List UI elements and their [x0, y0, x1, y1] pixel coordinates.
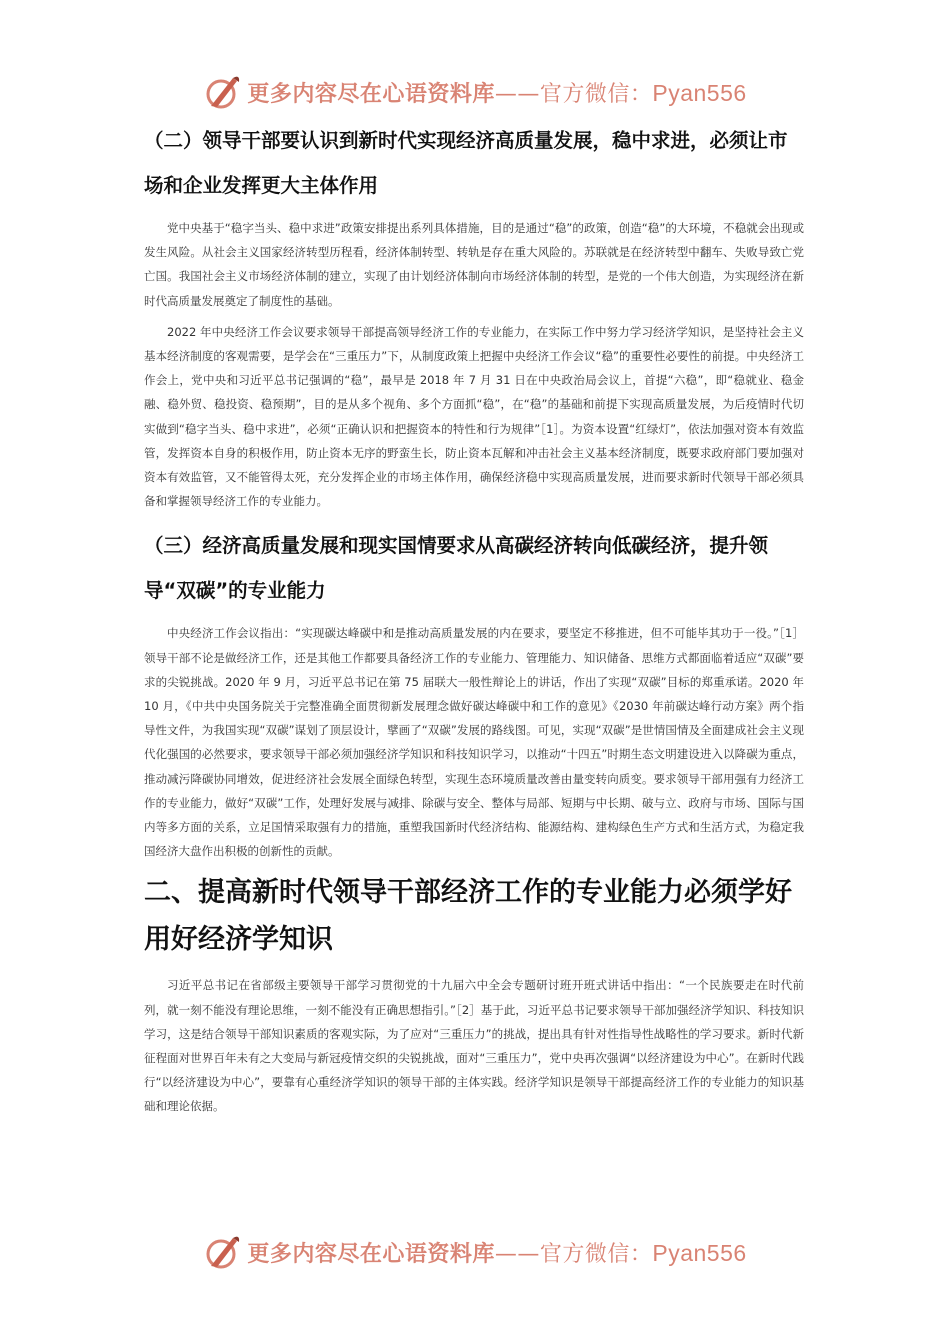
section-heading: （三）经济高质量发展和现实国情要求从高碳经济转向低碳经济，提升领导“双碳”的专业能力	[144, 534, 769, 603]
section-heading: （二）领导干部要认识到新时代实现经济高质量发展，稳中求进，必须让市场和企业发挥更大主体作用	[144, 129, 788, 197]
chapter-heading: 二、提高新时代领导干部经济工作的专业能力必须学好用好经济学知识	[144, 877, 792, 956]
watermark-text	[247, 1237, 746, 1268]
watermark-wechat-id: Pyan556	[652, 1239, 747, 1266]
watermark-text	[247, 77, 746, 108]
watermark-dash: ——	[494, 1241, 540, 1267]
paragraph: 2022 年中央经济工作会议要求领导干部提高领导经济工作的专业能力，在实际工作中努力学习经济学知识，是坚持社会主义基本经济制度的客观需要，是学会在“三重压力”下，从制度政策上把握中央经济工作会议“稳”的重要性必要性的前提。中央经济工作会上，党中央和习近平总书记强调的“稳”，最早是 2018 年 7 月 31 日在中央政治局会议上，首提“六稳”，即“稳就业、稳金融、稳外贸、稳投资、稳预期”，目的是从多个视角、多个方面抓“稳”，在“稳”的基础和前提下实现高质量发展，为后疫情时代切实做到“稳字当头、稳中求进”，必须“正确认识和把握资本的特性和行为规律”［1］。为资本设置“红绿灯”，依法加强对资本有效监管，发挥资本自身的积极作用，防止资本无序的野蛮生长，防止资本瓦解和冲击社会主义基本经济制度，既要求政府部门要加强对资本有效监管，又不能管得太死，充分发挥企业的市场主体作用，确保经济稳中实现高质量发展，进而要求新时代领导干部必须具备和掌握领导经济工作的专业能力。	[144, 324, 804, 509]
paragraph: 中央经济工作会议指出：“实现碳达峰碳中和是推动高质量发展的内在要求，要坚定不移推进，但不可能毕其功于一役。”［1］领导干部不论是做经济工作，还是其他工作都要具备经济工作的专业能力、管理能力、知识储备、思维方式都面临着适应“双碳”要求的尖锐挑战。2020 年 9 月，习近平总书记在第 75 届联大一般性辩论上的讲话，作出了实现“双碳”目标的郑重承诺。2020 年 10 月，《中共中央国务院关于完整准确全面贯彻新发展理念做好碳达峰碳中和工作的意见》《2030 年前碳达峰行动方案》两个指导性文件，为我国实现“双碳”谋划了顶层设计，擘画了“双碳”发展的路线图。可见，实现“双碳”是世情国情及全面建成社会主义现代化强国的必然要求，要求领导干部必须加强经济学知识和科技知识学习，以推动“十四五”时期生态文明建设进入以降碳为重点，推动减污降碳协同增效，促进经济社会发展全面绿色转型，实现生态环境质量改善由量变转向质变。要求领导干部用强有力经济工作的专业能力，做好“双碳”工作，处理好发展与减排、除碳与安全、整体与局部、短期与中长期、破与立、政府与市场、国际与国内等多方面的关系，立足国情采取强有力的措施，重塑我国新时代经济结构、能源结构、建构绿色生产方式和生活方式，为稳定我国经济大盘作出积极的创新性的贡献。	[144, 626, 804, 859]
document-body	[144, 118, 804, 1119]
paragraph: 党中央基于“稳字当头、稳中求进”政策安排提出系列具体措施，目的是通过“稳”的政策，创造“稳”的大环境，不稳就会出现或发生风险。从社会主义国家经济转型历程看，经济体制转型、转轨是存在重大风险的。苏联就是在经济转型中翻车、失败导致亡党亡国。我国社会主义市场经济体制的建立，实现了由计划经济体制向市场经济体制的转型，是党的一个伟大创造，为实现经济在新时代高质量发展奠定了制度性的基础。	[144, 221, 804, 308]
chapter-2	[144, 869, 804, 1118]
watermark-banner-top	[0, 70, 950, 114]
watermark-banner-bottom	[0, 1230, 950, 1274]
quill-logo-icon	[203, 1232, 243, 1272]
watermark-cn: 更多内容尽在心语资料库	[247, 1240, 495, 1267]
section-3	[144, 523, 804, 863]
quill-logo-icon	[203, 72, 243, 112]
watermark-dash: ——	[494, 81, 540, 107]
section-2	[144, 118, 804, 513]
paragraph: 习近平总书记在省部级主要领导干部学习贯彻党的十九届六中全会专题研讨班开班式讲话中指出：“一个民族要走在时代前列，就一刻不能没有理论思维，一刻不能没有正确思想指引。”［2］基于此，习近平总书记要求领导干部加强经济学知识、科技知识学习，这是结合领导干部知识素质的客观实际，为了应对“三重压力”的挑战，提出具有针对性指导性战略性的学习要求。新时代新征程面对世界百年未有之大变局与新冠疫情交织的尖锐挑战，面对“三重压力”，党中央再次强调“以经济建设为中心”。在新时代践行“以经济建设为中心”，要靠有心重经济学知识的领导干部的主体实践。经济学知识是领导干部提高经济工作的专业能力的知识基础和理论依据。	[144, 978, 804, 1114]
watermark-wechat-id: Pyan556	[652, 79, 747, 106]
watermark-cn: 更多内容尽在心语资料库	[247, 80, 495, 107]
watermark-wechat-label: 官方微信：	[539, 1241, 653, 1267]
watermark-wechat-label: 官方微信：	[539, 81, 653, 107]
